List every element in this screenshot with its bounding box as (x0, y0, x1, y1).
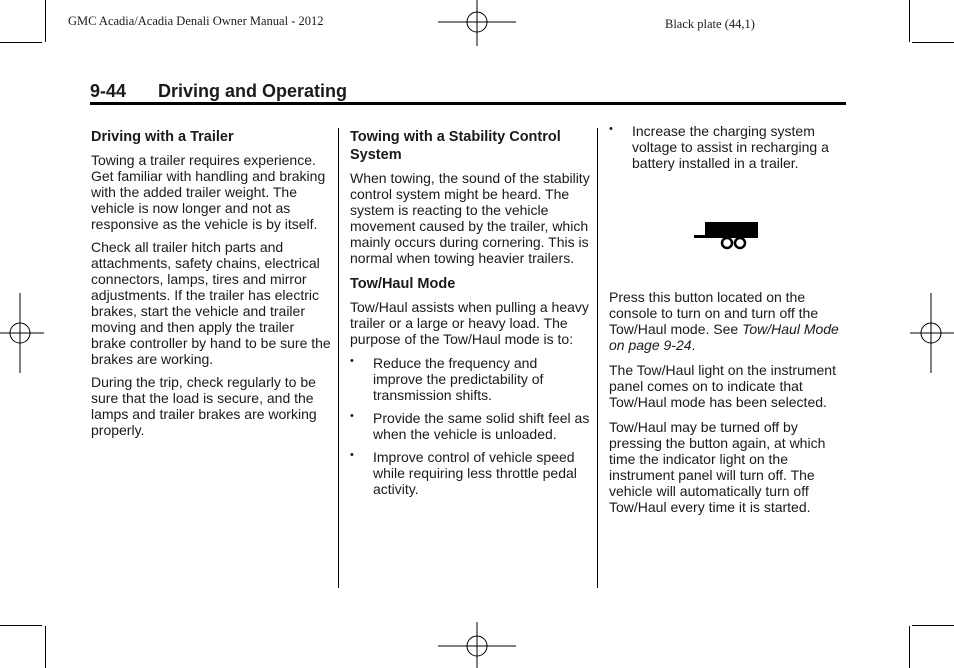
crop-mark (0, 625, 42, 626)
registration-mark (438, 622, 516, 668)
section-title: Driving and Operating (158, 81, 348, 101)
bullet-icon: • (350, 410, 354, 422)
bullet-list (350, 355, 590, 497)
paragraph (609, 289, 846, 353)
column-2 (350, 128, 590, 504)
crop-mark (912, 625, 954, 626)
column-1 (91, 128, 331, 445)
registration-mark (0, 293, 44, 373)
crop-mark (45, 0, 46, 42)
list-item-text: Increase the charging system voltage to assist in recharging a battery installed in a trailer. (632, 123, 829, 171)
list-item (609, 123, 846, 171)
paragraph: Towing a trailer requires experience. Get familiar with handling and braking with the added trailer weight. The vehicle is now longer and not as responsive as the vehicle is by itself. (91, 152, 326, 232)
press-text: Press this button located on the console to turn on and turn off the Tow/Haul mode. See (609, 289, 819, 337)
heading-driving-with-trailer: Driving with a Trailer (91, 129, 234, 145)
list-item-text: Reduce the frequency and improve the predictability of transmission shifts. (373, 355, 544, 403)
page-number: 9-44 (90, 81, 127, 101)
crop-mark (909, 626, 910, 668)
manual-title: GMC Acadia/Acadia Denali Owner Manual - 2012 (68, 14, 324, 28)
tow-haul-trailer-icon (694, 220, 758, 250)
heading-tow-haul-mode: Tow/Haul Mode (350, 276, 456, 292)
paragraph: Tow/Haul may be turned off by pressing the button again, at which time the indicator light on the instrument panel will turn off. The vehicle will automatically turn off Tow/Haul every time it is started. (609, 419, 826, 515)
list-item (350, 355, 590, 403)
plate-label: Black plate (44,1) (665, 17, 755, 31)
column-divider (338, 128, 339, 588)
paragraph: The Tow/Haul light on the instrument panel comes on to indicate that Tow/Haul mode has been selected. (609, 362, 836, 410)
list-item (350, 449, 590, 497)
paragraph: When towing, the sound of the stability control system might be heard. The system is reacting to the vehicle movement caused by the trailer, which mainly occurs during cornering. This is normal when towing heavier trailers. (350, 170, 590, 266)
column-divider (597, 128, 598, 588)
paragraph: Check all trailer hitch parts and attachments, safety chains, electrical connectors, lamps, tires and mirror adjustments. If the trailer has electric brakes, start the vehicle and trailer moving and then apply the trailer brake controller by hand to be sure the brakes are working. (91, 239, 331, 367)
press-end: . (691, 337, 696, 353)
list-item-text: Provide the same solid shift feel as when the vehicle is unloaded. (373, 410, 590, 442)
cross-reference-link[interactable]: Tow/Haul Mode on page 9-24 (609, 321, 839, 353)
crop-mark (45, 626, 46, 668)
bullet-icon: • (609, 123, 613, 135)
list-item (350, 410, 590, 442)
registration-mark (438, 0, 516, 46)
registration-mark (910, 293, 954, 373)
list-item-text: Improve control of vehicle speed while requiring less throttle pedal activity. (373, 449, 577, 497)
bullet-icon: • (350, 449, 354, 461)
column-3-body (609, 289, 846, 522)
crop-mark (912, 42, 954, 43)
crop-mark (0, 42, 42, 43)
paragraph: During the trip, check regularly to be sure that the load is secure, and the lamps and trailer brakes are working properly. (91, 374, 317, 438)
heading-stability-control: Towing with a Stability Control System (350, 129, 561, 163)
column-3 (609, 123, 846, 178)
crop-mark (909, 0, 910, 42)
header-rule (90, 102, 846, 105)
bullet-icon: • (350, 355, 354, 367)
paragraph: Tow/Haul assists when pulling a heavy trailer or a large or heavy load. The purpose of the Tow/Haul mode is to: (350, 299, 589, 347)
bullet-list (609, 123, 846, 171)
